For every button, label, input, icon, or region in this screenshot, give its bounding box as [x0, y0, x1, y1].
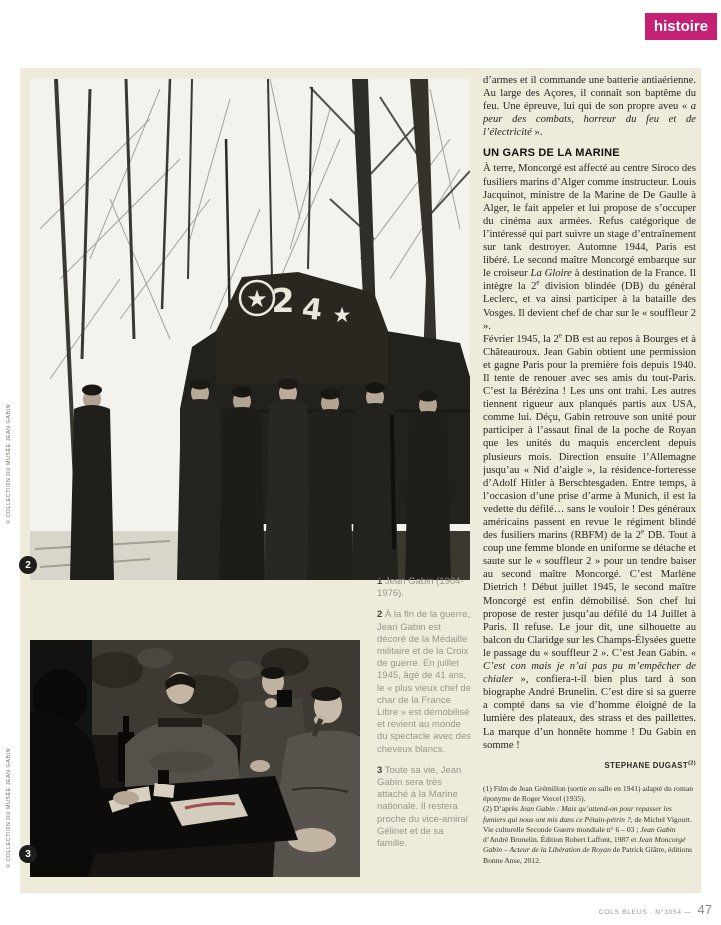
photo-credit-bottom: © COLLECTION DU MUSÉE JEAN GABIN — [6, 748, 12, 868]
caption-1 — [377, 576, 471, 600]
footnote-1: (1) Film de Jean Grémillon (sortie en salle en 1941) adapté du roman éponyme de Roger Vercel (1935). — [483, 783, 694, 803]
photo-credit-top: © COLLECTION DU MUSÉE JEAN GABIN — [6, 404, 12, 524]
caption-2-number: 2 — [377, 609, 383, 621]
article-body-1: À terre, Moncorgé est affecté au centre Siroco des fusiliers marins d’Alger comme instructeur. Louis Jacquinot, ministre de la Marine de De Gaulle à Alger, le fait appeler et lui propose de s’occuper du cinéma aux armées. Refus catégorique de l’intéressé qui part suivre un stage d’entraînement sur tank destroyer. Automne 1944, Paris est libéré. Le second maître Moncorgé embarque sur le croiseur La Gloire à destination de la France. Il intègre la 2e division blindée (DB) du général Leclerc, et va ainsi participer à la bataille des Vosges. Il devient chef de char sur le « souffleur 2 ». — [483, 163, 696, 332]
cards-photo-illustration — [30, 640, 360, 877]
caption-3-number: 3 — [377, 764, 383, 776]
article-heading: UN GARS DE LA MARINE — [483, 147, 620, 160]
caption-1-text: Jean Gabin (1904-1976). — [377, 576, 464, 600]
photo-tank-crew — [30, 79, 470, 580]
article-byline: STEPHANE DUGAST$^{(2)}$ — [604, 760, 696, 770]
tank-photo-illustration — [30, 79, 470, 580]
page-footer — [599, 901, 712, 919]
photo-badge-2-label: 2 — [25, 559, 31, 571]
footnotes — [483, 784, 696, 866]
caption-3 — [377, 765, 471, 850]
photo-badge-2 — [19, 556, 37, 574]
tank-marking-2: 2 — [271, 281, 295, 320]
photo-badge-3-label: 3 — [25, 848, 31, 860]
caption-2-text: À la fin de la guerre, Jean Gabin est décoré de la Médaille militaire et de la Croix de guerre. En juillet 1945, âgé de 41 ans, le « plus vieux chef de char de la France Libre » est démobilisé et revient au monde du spectacle avec des cheveux blancs. — [377, 609, 472, 755]
article-intro: d’armes et il commande une batterie antiaérienne. Au large des Açores, il connaît son baptême du feu. Une épreuve, lui qui de son propre aveu « a peur des combats, horreur du feu et de l’électricité ». — [483, 75, 696, 139]
page-number: 47 — [697, 902, 712, 917]
caption-1-number: 1 — [377, 576, 383, 587]
tank-star-icon-2: ★ — [332, 303, 352, 327]
magazine-issue-label: COLS BLEUS · N°3054 — — [598, 909, 692, 916]
tank-marking-4: 4 — [300, 290, 325, 328]
article-column — [483, 68, 696, 893]
photo-card-game — [30, 640, 360, 877]
section-tab-histoire — [645, 13, 717, 40]
photo-badge-3 — [19, 845, 37, 863]
footnote-2: (2) D’après Jean Gabin : Mais qu’attend-on pour repasser les fumiers qui nous ont mis dans ce Pétain-pétrin ?, de Michel Vigourt. Vie culturelle Seconde Guerre mondiale n° 6 – 03 ; Jean Gabin d’André Brunelin. Édition Robert Laffont, 1987 et Jean Moncorgé Gabin – Acteur de la Libération de Royan de Patrick Glâtre, éditions Bonne Anse, 2012. — [483, 804, 693, 865]
article-body-2: Février 1945, la 2e DB est au repos à Bourges et à Châteauroux. Jean Gabin obtient une permission et gagne Paris pour la première fois depuis 1940. Il tente de renouer avec ses amis du tout-Paris. C’est la Bérézina ! Les uns ont trahi. Les autres tiennent rigueur aux planqués partis aux USA, comme lui. Déçu, Gabin retrouve son unité pour participer à l’assaut final de la poche de Royan que les unités du maquis encerclent depuis plusieurs mois. Direction ensuite l’Allemagne jusqu’au « Nid d’aigle », la résidence-forteresse d’Adolf Hitler à Berschtesgaden. Entre temps, à l’occasion d’une prise d’arme à Munich, il est la vedette du défilé… sans le vouloir ! Des généraux américains passent en revue le régiment blindé des fusiliers marins (RBFM) de la 2e DB. Tout à coup une femme blonde en uniforme se détache et saute sur le « souffleur 2 » pour un tendre baiser au second maître Moncorgé. C’est Marlène Dietrich ! Début juillet 1945, le second maître Moncorgé est enfin démobilisé. Son chef lui propose de rester jusqu’au défilé du 14 Juillet à Paris. Il refuse. Le jour dit, une silhouette au balcon du Claridge sur les Champs-Élysées guette le passage du « souffleur 2 ». C’est Jean Gabin. « C’est con mais je n’ai pas pu m’empêcher de chialer », confiera-t-il bien plus tard à son biographe André Brunelin. C’est dire si sa guerre a compté dans sa vie d’homme éloigné de la lumière des plateaux, des strass et des paillettes. La marque d’un honnête homme ! Du Gabin en somme ! — [483, 331, 696, 751]
tank-star-icon: ★ — [246, 285, 268, 313]
caption-3-text: Toute sa vie, Jean Gabin sera très attaché à la Marine nationale. Il restera proche du vice-amiral Gélinet et de sa famille. — [377, 764, 468, 850]
caption-2 — [377, 609, 471, 755]
section-tab-label: histoire — [653, 18, 709, 35]
caption-column — [377, 576, 471, 859]
